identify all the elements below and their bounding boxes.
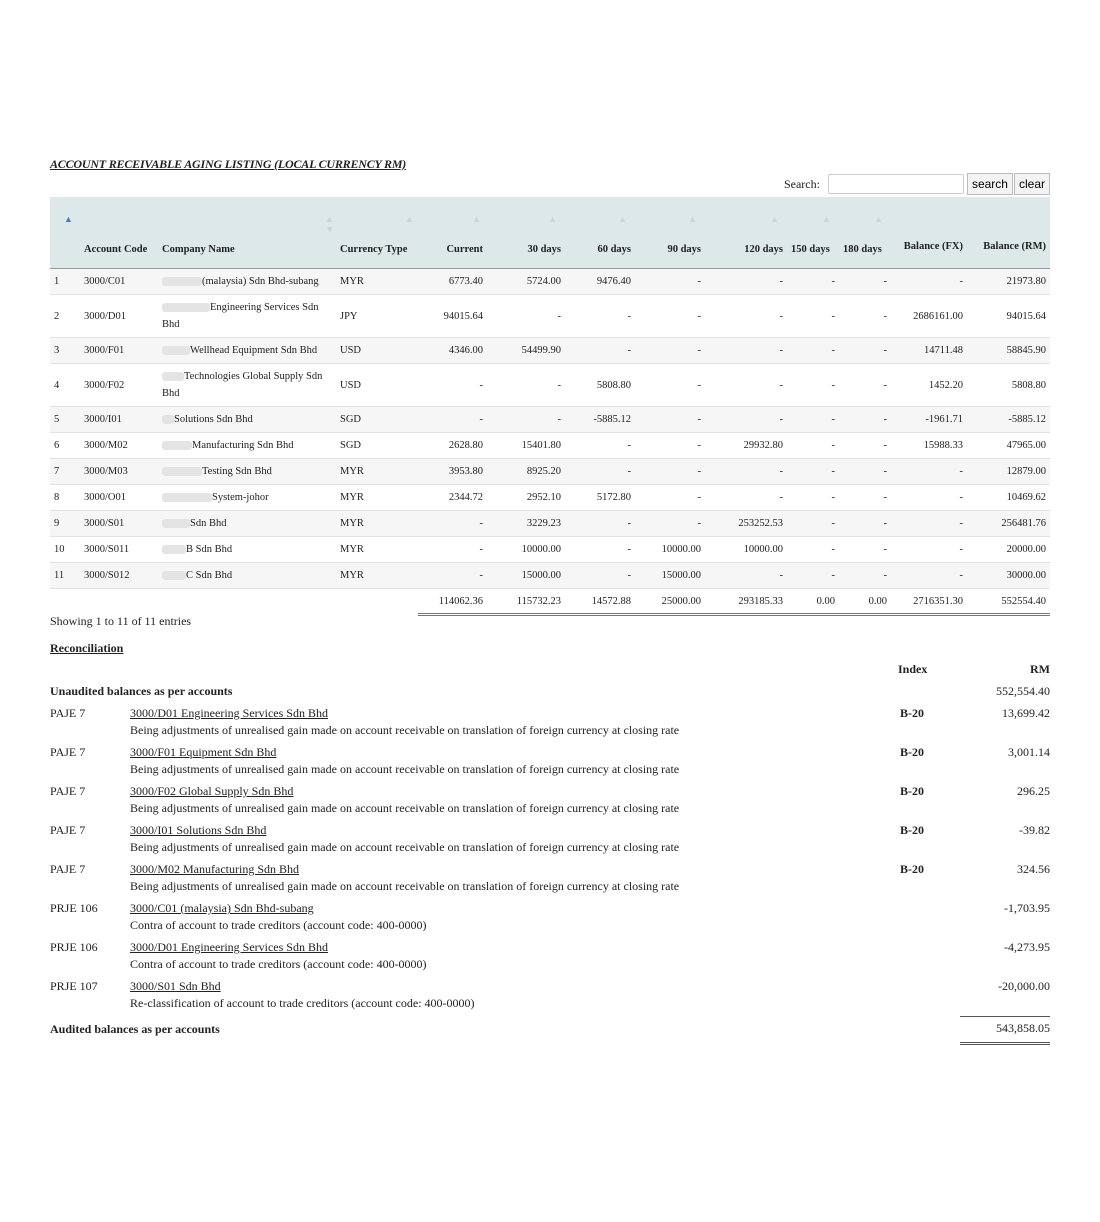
entry-index: B-20 — [900, 862, 924, 876]
unaudited-label: Unaudited balances as per accounts — [50, 684, 233, 698]
account-code: 3000/F01 — [80, 338, 158, 364]
reconciliation-entry — [50, 940, 1050, 979]
redacted-name — [162, 519, 190, 528]
current-amount: - — [418, 563, 493, 589]
entry-amount: -1,703.95 — [1004, 901, 1050, 915]
days-30-amount: 10000.00 — [493, 537, 565, 563]
entry-account-link[interactable]: 3000/D01 Engineering Services Sdn Bhd — [130, 706, 328, 720]
company-name: Engineering Services Sdn Bhd — [158, 295, 336, 338]
currency-type: USD — [336, 364, 418, 407]
sort-icon: ▲ — [874, 214, 883, 224]
entry-reference: PAJE 7 — [50, 784, 86, 798]
table-row[interactable] — [50, 295, 1050, 338]
current-amount: 94015.64 — [418, 295, 493, 338]
company-name: Testing Sdn Bhd — [158, 459, 336, 485]
search-input[interactable] — [828, 174, 964, 194]
currency-type: SGD — [336, 407, 418, 433]
row-number: 3 — [50, 338, 80, 364]
total-60-days: 14572.88 — [565, 589, 635, 615]
entry-amount: 3,001.14 — [1008, 745, 1050, 759]
currency-type: USD — [336, 338, 418, 364]
table-row[interactable] — [50, 338, 1050, 364]
redacted-name — [162, 415, 174, 424]
entry-description: Being adjustments of unrealised gain made on account receivable on translation of foreign currency at closing rate — [130, 879, 680, 893]
company-name: Wellhead Equipment Sdn Bhd — [158, 338, 336, 364]
col-header-180-days[interactable]: 180 days ▲ — [839, 197, 891, 269]
days-180-amount: - — [839, 407, 891, 433]
total-90-days: 25000.00 — [635, 589, 705, 615]
table-row[interactable] — [50, 485, 1050, 511]
days-180-amount: - — [839, 485, 891, 511]
current-amount: - — [418, 407, 493, 433]
balance-fx: 14711.48 — [891, 338, 975, 364]
current-amount: - — [418, 511, 493, 537]
balance-fx: -1961.71 — [891, 407, 975, 433]
company-name: B Sdn Bhd — [158, 537, 336, 563]
days-120-amount: 253252.53 — [705, 511, 787, 537]
entry-description: Contra of account to trade creditors (account code: 400-0000) — [130, 957, 427, 971]
current-amount: 6773.40 — [418, 269, 493, 295]
current-amount: 2628.80 — [418, 433, 493, 459]
days-120-amount: - — [705, 485, 787, 511]
days-30-amount: - — [493, 407, 565, 433]
reconciliation-entry — [50, 901, 1050, 940]
balance-rm: 30000.00 — [975, 563, 1050, 589]
balance-rm: 256481.76 — [975, 511, 1050, 537]
days-60-amount: - — [565, 537, 635, 563]
days-30-amount: 15000.00 — [493, 563, 565, 589]
days-60-amount: - — [565, 338, 635, 364]
days-30-amount: 3229.23 — [493, 511, 565, 537]
entry-reference: PAJE 7 — [50, 706, 86, 720]
company-name: C Sdn Bhd — [158, 563, 336, 589]
balance-fx: 15988.33 — [891, 433, 975, 459]
days-30-amount: 54499.90 — [493, 338, 565, 364]
col-header-current[interactable]: Current ▲ — [418, 197, 493, 269]
search-label: Search: — [783, 176, 820, 191]
days-90-amount: - — [635, 433, 705, 459]
days-150-amount: - — [787, 433, 839, 459]
balance-fx: 2686161.00 — [891, 295, 975, 338]
days-150-amount: - — [787, 485, 839, 511]
entry-account-link[interactable]: 3000/D01 Engineering Services Sdn Bhd — [130, 940, 328, 954]
days-120-amount: - — [705, 407, 787, 433]
days-180-amount: - — [839, 295, 891, 338]
days-90-amount: - — [635, 485, 705, 511]
audited-amount: 543,858.05 — [960, 1016, 1050, 1045]
entry-amount: 296.25 — [1017, 784, 1050, 798]
entry-description: Re-classification of account to trade creditors (account code: 400-0000) — [130, 996, 475, 1010]
search-button[interactable]: search — [967, 173, 1013, 195]
days-90-amount: - — [635, 407, 705, 433]
balance-rm: 12879.00 — [975, 459, 1050, 485]
entry-account-link[interactable]: 3000/M02 Manufacturing Sdn Bhd — [130, 862, 299, 876]
entry-description: Being adjustments of unrealised gain made on account receivable on translation of foreign currency at closing rate — [130, 840, 680, 854]
entry-index: B-20 — [900, 745, 924, 759]
entry-reference: PAJE 7 — [50, 745, 86, 759]
days-30-amount: 15401.80 — [493, 433, 565, 459]
entry-description: Being adjustments of unrealised gain made on account receivable on translation of foreign currency at closing rate — [130, 762, 680, 776]
reconciliation-entry — [50, 784, 1050, 823]
total-balance-rm: 552554.40 — [975, 589, 1050, 615]
account-code: 3000/C01 — [80, 269, 158, 295]
entry-description: Being adjustments of unrealised gain made on account receivable on translation of foreign currency at closing rate — [130, 801, 680, 815]
sort-icon: ▲ ▼ — [325, 214, 334, 234]
row-number: 8 — [50, 485, 80, 511]
redacted-name — [162, 346, 190, 355]
days-90-amount: - — [635, 269, 705, 295]
entry-amount: -4,273.95 — [1004, 940, 1050, 954]
currency-type: MYR — [336, 537, 418, 563]
sort-icon: ▲ — [472, 214, 481, 224]
reconciliation-entry — [50, 706, 1050, 745]
days-180-amount: - — [839, 269, 891, 295]
entry-reference: PRJE 106 — [50, 901, 98, 915]
entry-reference: PRJE 107 — [50, 979, 98, 993]
col-header-index[interactable] — [50, 197, 80, 269]
days-120-amount: - — [705, 295, 787, 338]
days-60-amount: - — [565, 433, 635, 459]
entry-account-link[interactable]: 3000/S01 Sdn Bhd — [130, 979, 221, 993]
row-number: 5 — [50, 407, 80, 433]
days-30-amount: 2952.10 — [493, 485, 565, 511]
currency-type: MYR — [336, 269, 418, 295]
days-180-amount: - — [839, 338, 891, 364]
col-header-60-days[interactable]: 60 days ▲ — [565, 197, 635, 269]
days-90-amount: 15000.00 — [635, 563, 705, 589]
account-code: 3000/S011 — [80, 537, 158, 563]
search-bar — [784, 173, 1050, 195]
reconciliation-section — [50, 662, 1050, 1040]
days-180-amount: - — [839, 364, 891, 407]
page-title: ACCOUNT RECEIVABLE AGING LISTING (LOCAL CURRENCY RM) — [50, 157, 407, 171]
days-120-amount: 10000.00 — [705, 537, 787, 563]
table-row[interactable] — [50, 511, 1050, 537]
current-amount: - — [418, 537, 493, 563]
account-code: 3000/O01 — [80, 485, 158, 511]
days-30-amount: - — [493, 364, 565, 407]
days-90-amount: - — [635, 295, 705, 338]
col-header-150-days[interactable]: 150 days ▲ — [787, 197, 839, 269]
days-120-amount: - — [705, 563, 787, 589]
row-number: 9 — [50, 511, 80, 537]
row-number: 7 — [50, 459, 80, 485]
total-30-days: 115732.23 — [493, 589, 565, 615]
current-amount: 2344.72 — [418, 485, 493, 511]
reconciliation-entry — [50, 979, 1050, 1018]
redacted-name — [162, 467, 202, 476]
entry-amount: -20,000.00 — [998, 979, 1050, 993]
total-150-days: 0.00 — [787, 589, 839, 615]
entry-index: B-20 — [900, 784, 924, 798]
entry-account-link[interactable]: 3000/F02 Global Supply Sdn Bhd — [130, 784, 294, 798]
reconciliation-entry — [50, 862, 1050, 901]
entry-index: B-20 — [900, 823, 924, 837]
company-name: Manufacturing Sdn Bhd — [158, 433, 336, 459]
account-code: 3000/F02 — [80, 364, 158, 407]
redacted-name — [162, 571, 186, 580]
days-60-amount: - — [565, 459, 635, 485]
col-header-company-name[interactable]: Company Name ▲ ▼ — [158, 197, 336, 269]
days-60-amount: -5885.12 — [565, 407, 635, 433]
col-header-balance-fx[interactable]: Balance (FX) — [891, 197, 975, 269]
sort-icon: ▲ — [822, 214, 831, 224]
days-60-amount: 9476.40 — [565, 269, 635, 295]
currency-type: MYR — [336, 485, 418, 511]
redacted-name — [162, 493, 212, 502]
entry-account-link[interactable]: 3000/I01 Solutions Sdn Bhd — [130, 823, 267, 837]
balance-rm: 94015.64 — [975, 295, 1050, 338]
col-header-balance-rm[interactable]: Balance (RM) — [975, 197, 1050, 269]
days-150-amount: - — [787, 338, 839, 364]
days-150-amount: - — [787, 459, 839, 485]
days-90-amount: 10000.00 — [635, 537, 705, 563]
days-150-amount: - — [787, 563, 839, 589]
sort-icon: ▲ — [770, 214, 779, 224]
entry-reference: PRJE 106 — [50, 940, 98, 954]
entry-amount: -39.82 — [1019, 823, 1050, 837]
company-name: Technologies Global Supply Sdn Bhd — [158, 364, 336, 407]
balance-fx: - — [891, 485, 975, 511]
row-number: 6 — [50, 433, 80, 459]
index-header: Index — [898, 662, 928, 676]
days-150-amount: - — [787, 269, 839, 295]
col-header-30-days[interactable]: 30 days ▲ — [493, 197, 565, 269]
currency-type: JPY — [336, 295, 418, 338]
col-header-currency-type[interactable]: Currency Type ▲ — [336, 197, 418, 269]
redacted-name — [162, 545, 186, 554]
days-120-amount: - — [705, 459, 787, 485]
redacted-name — [162, 277, 202, 286]
entry-reference: PAJE 7 — [50, 862, 86, 876]
current-amount: 3953.80 — [418, 459, 493, 485]
company-name: System-johor — [158, 485, 336, 511]
days-120-amount: - — [705, 338, 787, 364]
table-row[interactable] — [50, 407, 1050, 433]
days-180-amount: - — [839, 433, 891, 459]
days-150-amount: - — [787, 295, 839, 338]
table-row[interactable] — [50, 269, 1050, 295]
sort-asc-icon: ▲ — [64, 214, 73, 224]
current-amount: - — [418, 364, 493, 407]
entry-amount: 13,699.42 — [1002, 706, 1050, 720]
sort-icon: ▲ — [688, 214, 697, 224]
balance-rm: -5885.12 — [975, 407, 1050, 433]
reconciliation-title: Reconciliation — [50, 641, 124, 655]
days-150-amount: - — [787, 407, 839, 433]
account-code: 3000/I01 — [80, 407, 158, 433]
balance-fx: - — [891, 563, 975, 589]
balance-rm: 10469.62 — [975, 485, 1050, 511]
balance-rm: 21973.80 — [975, 269, 1050, 295]
entry-description: Contra of account to trade creditors (account code: 400-0000) — [130, 918, 427, 932]
days-90-amount: - — [635, 338, 705, 364]
row-number: 2 — [50, 295, 80, 338]
entry-account-link[interactable]: 3000/F01 Equipment Sdn Bhd — [130, 745, 277, 759]
days-30-amount: 8925.20 — [493, 459, 565, 485]
total-current: 114062.36 — [418, 589, 493, 615]
days-150-amount: - — [787, 537, 839, 563]
col-header-120-days[interactable]: 120 days ▲ — [705, 197, 787, 269]
company-name: Sdn Bhd — [158, 511, 336, 537]
account-code: 3000/M02 — [80, 433, 158, 459]
clear-button[interactable]: clear — [1014, 173, 1050, 195]
reconciliation-entry — [50, 823, 1050, 862]
balance-fx: 1452.20 — [891, 364, 975, 407]
days-120-amount: - — [705, 269, 787, 295]
balance-fx: - — [891, 537, 975, 563]
days-150-amount: - — [787, 511, 839, 537]
total-180-days: 0.00 — [839, 589, 891, 615]
totals-row — [50, 589, 1050, 615]
aging-table — [50, 197, 1050, 616]
rm-header: RM — [1030, 662, 1050, 676]
table-row[interactable] — [50, 433, 1050, 459]
days-90-amount: - — [635, 364, 705, 407]
account-code: 3000/S01 — [80, 511, 158, 537]
total-120-days: 293185.33 — [705, 589, 787, 615]
balance-fx: - — [891, 269, 975, 295]
audited-label: Audited balances as per accounts — [50, 1022, 220, 1036]
table-row[interactable] — [50, 364, 1050, 407]
row-number: 4 — [50, 364, 80, 407]
days-60-amount: - — [565, 563, 635, 589]
account-code: 3000/M03 — [80, 459, 158, 485]
company-name: Solutions Sdn Bhd — [158, 407, 336, 433]
balance-rm: 20000.00 — [975, 537, 1050, 563]
current-amount: 4346.00 — [418, 338, 493, 364]
table-row[interactable] — [50, 537, 1050, 563]
currency-type: MYR — [336, 563, 418, 589]
currency-type: SGD — [336, 433, 418, 459]
total-balance-fx: 2716351.30 — [891, 589, 975, 615]
sort-icon: ▲ — [618, 214, 627, 224]
entry-description: Being adjustments of unrealised gain made on account receivable on translation of foreign currency at closing rate — [130, 723, 680, 737]
entry-amount: 324.56 — [1017, 862, 1050, 876]
days-180-amount: - — [839, 537, 891, 563]
row-number: 1 — [50, 269, 80, 295]
account-code: 3000/D01 — [80, 295, 158, 338]
balance-fx: - — [891, 459, 975, 485]
table-row[interactable] — [50, 563, 1050, 589]
col-header-account-code[interactable]: Account Code — [80, 197, 158, 269]
days-30-amount: - — [493, 295, 565, 338]
days-150-amount: - — [787, 364, 839, 407]
account-code: 3000/S012 — [80, 563, 158, 589]
redacted-name — [162, 303, 210, 312]
days-120-amount: 29932.80 — [705, 433, 787, 459]
col-header-90-days[interactable]: 90 days ▲ — [635, 197, 705, 269]
entry-reference: PAJE 7 — [50, 823, 86, 837]
entry-index: B-20 — [900, 706, 924, 720]
days-90-amount: - — [635, 459, 705, 485]
balance-rm: 47965.00 — [975, 433, 1050, 459]
entries-info: Showing 1 to 11 of 11 entries — [50, 614, 192, 628]
days-180-amount: - — [839, 511, 891, 537]
days-60-amount: 5172.80 — [565, 485, 635, 511]
days-60-amount: - — [565, 295, 635, 338]
days-120-amount: - — [705, 364, 787, 407]
balance-rm: 5808.80 — [975, 364, 1050, 407]
company-name: (malaysia) Sdn Bhd-subang — [158, 269, 336, 295]
days-90-amount: - — [635, 511, 705, 537]
currency-type: MYR — [336, 511, 418, 537]
row-number: 11 — [50, 563, 80, 589]
table-row[interactable] — [50, 459, 1050, 485]
currency-type: MYR — [336, 459, 418, 485]
reconciliation-entry — [50, 745, 1050, 784]
redacted-name — [162, 441, 192, 450]
row-number: 10 — [50, 537, 80, 563]
balance-fx: - — [891, 511, 975, 537]
unaudited-amount: 552,554.40 — [996, 684, 1050, 698]
sort-icon: ▲ — [548, 214, 557, 224]
days-60-amount: 5808.80 — [565, 364, 635, 407]
days-180-amount: - — [839, 563, 891, 589]
entry-account-link[interactable]: 3000/C01 (malaysia) Sdn Bhd-subang — [130, 901, 314, 915]
redacted-name — [162, 372, 184, 381]
balance-rm: 58845.90 — [975, 338, 1050, 364]
days-30-amount: 5724.00 — [493, 269, 565, 295]
days-60-amount: - — [565, 511, 635, 537]
days-180-amount: - — [839, 459, 891, 485]
sort-icon: ▲ — [405, 214, 414, 224]
